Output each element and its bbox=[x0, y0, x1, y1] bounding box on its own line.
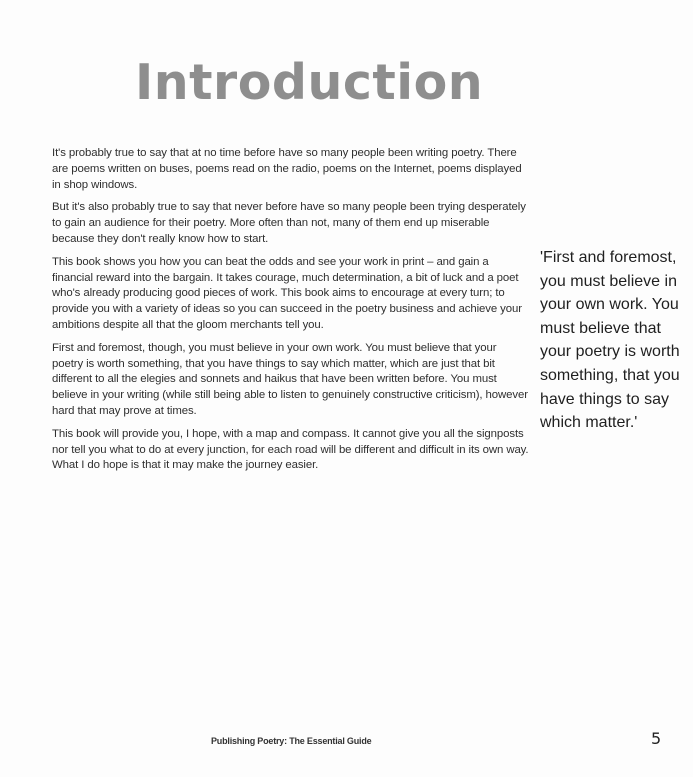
body-text bbox=[52, 146, 530, 481]
paragraph: But it's also probably true to say that never before have so many people been trying desperately to gain an audience for their poetry. More often than not, many of them end up miserable because they don't really know how to start. bbox=[52, 201, 526, 245]
paragraph: It's probably true to say that at no time before have so many people been writing poetry. There are poems written on buses, poems read on the radio, poems on the Internet, poems displayed in shop windows. bbox=[52, 147, 522, 191]
footer-book-title: Publishing Poetry: The Essential Guide bbox=[211, 736, 372, 746]
pull-quote: 'First and foremost, you must believe in your own work. You must believe that your poetry is worth something, that you have things to say which matter.' bbox=[540, 249, 680, 432]
paragraph: This book will provide you, I hope, with a map and compass. It cannot give you all the signposts nor tell you what to do at every junction, for each road will be different and difficult in its own way. What I do hope is that it may make the journey easier. bbox=[52, 427, 529, 472]
page-number: 5 bbox=[651, 729, 662, 748]
paragraph: First and foremost, though, you must believe in your own work. You must believe that your poetry is worth something, that you have things to say which matter, which are just that bit different to all the elegies and sonnets and haikus that have been written before. You must believe in your writing (while still being able to listen to genuinely constructive criticism), however hard that may prove at times. bbox=[52, 341, 528, 417]
paragraph: This book shows you how you can beat the odds and see your work in print – and gain a financial reward into the bargain. It takes courage, much determination, a bit of luck and a poet who's already producing good pieces of work. This book aims to encourage at every turn; to provide you with a variety of ideas so you can succeed in the poetry business and achieve your ambitions despite all that the gloom merchants tell you. bbox=[52, 255, 522, 331]
page-title: Introduction bbox=[135, 54, 484, 111]
